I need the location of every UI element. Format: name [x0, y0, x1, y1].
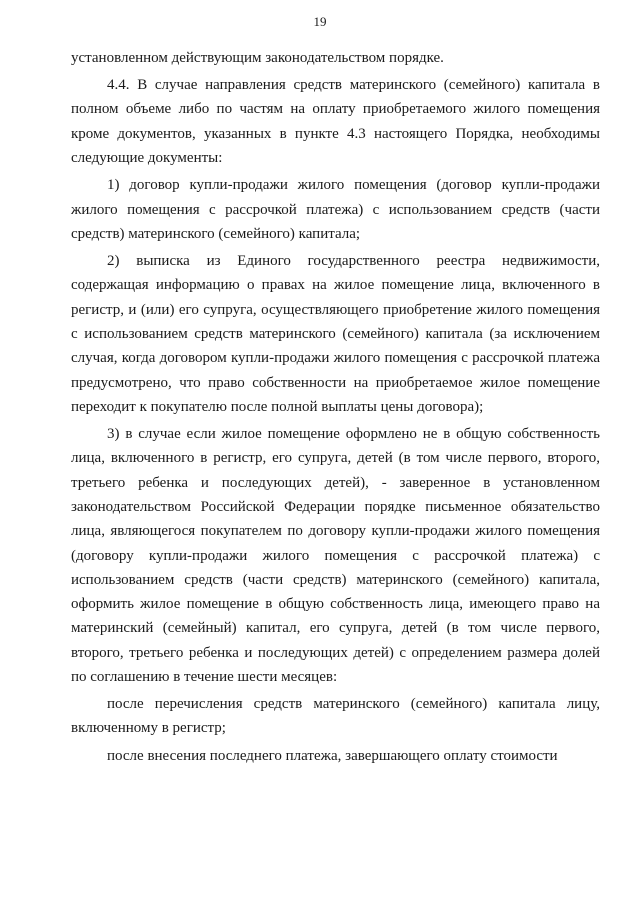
sub-item-after-transfer: после перечисления средств материнского (семейного) капитала лицу, включенному в регистр;: [71, 696, 600, 737]
page-number: 19: [313, 14, 327, 29]
list-item-1: 1) договор купли-продажи жилого помещения (договор купли-продажи жилого помещения с рассрочкой платежа) с использованием средств (части средств) материнского (семейного) капитала;: [71, 177, 600, 242]
list-item-2: 2) выписка из Единого государственного реестра недвижимости, содержащая информацию о правах на жилое помещение лица, включенного в регистр, и (или) его супруга, осуществляющего приобретение жилого помещения с использованием средств материнского (семейного) капитала (за исключением случая, когда договором купли-продажи жилого помещения с рассрочкой платежа предусмотрено, что право собственности на приобретаемое жилое помещение переходит к покупателю после полной выплаты цены договора);: [71, 253, 600, 415]
document-body: [71, 46, 600, 771]
sub-item-after-last-payment: после внесения последнего платежа, завершающего оплату стоимости: [107, 747, 558, 764]
paragraph-continuation: установленном действующим законодательством порядке.: [71, 50, 444, 66]
paragraph-4-4: 4.4. В случае направления средств материнского (семейного) капитала в полном объеме либо по частям на оплату приобретаемого жилого помещения кроме документов, указанных в пункте 4.3 настоящего Порядка, необходимы следующие документы:: [71, 77, 600, 167]
list-item-3: 3) в случае если жилое помещение оформлено не в общую собственность лица, включенного в регистр, его супруга, детей (в том числе первого, второго, третьего ребенка и последующих детей), - заверенное в установленном законодательством Российской Федерации порядке письменное обязательство лица, являющегося покупателем по договору купли-продажи жилого помещения (договору купли-продажи жилого помещения с рассрочкой платежа) с использованием средств (части средств) материнского (семейного) капитала, оформить жилое помещение в общую собственность лица, имеющего право на материнский (семейный) капитал, его супруга, детей (в том числе первого, второго, третьего ребенка и последующих детей) с определением размера долей по соглашению в течение шести месяцев:: [71, 426, 600, 685]
